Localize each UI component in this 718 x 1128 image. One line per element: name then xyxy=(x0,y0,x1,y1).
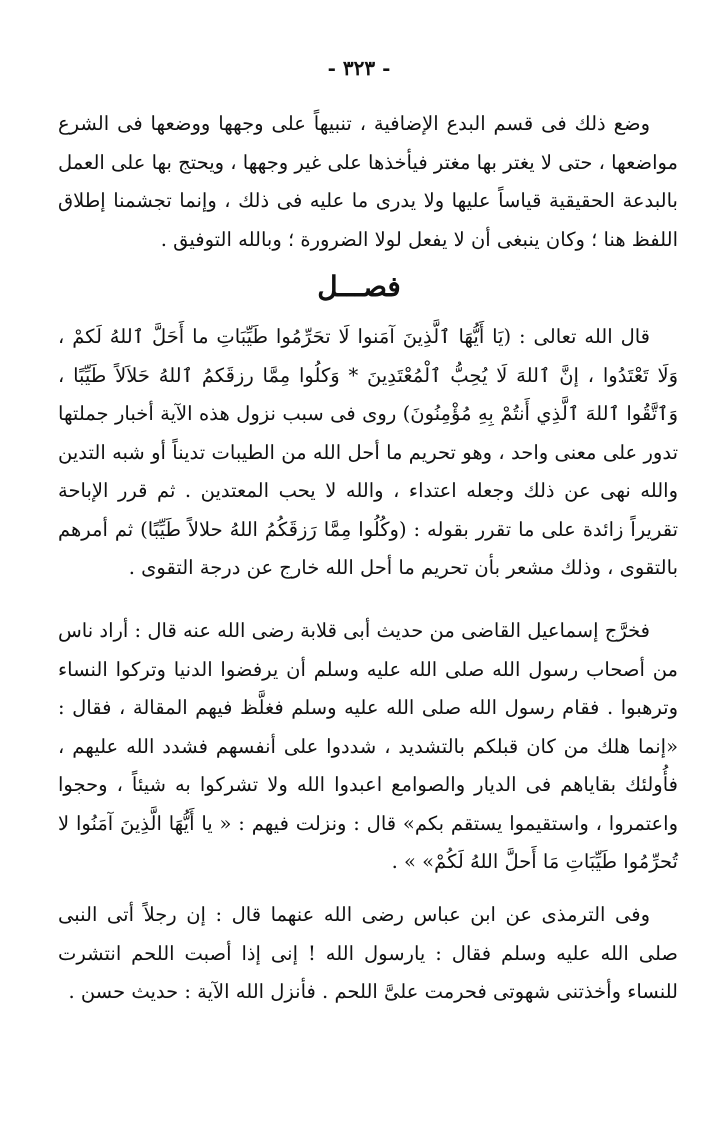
paragraph: قال الله تعالى : (يَا أَيُّهَا ٱلَّذِينَ آمَنوا لَا تحَرِّمُوا طَيِّبَاتِ ما أَحَلَّ ٱللهُ لَكمْ ، وَلَا تَعْتَدُوا ، إنَّ ٱللهَ لَا يُحِبُّ ٱلْمُعْتَدِينَ * وَكلُوا مِمَّا رزقَكمُ ٱللهُ حَلاَلاً طَيِّبًا ، وَٱتَّقُوا ٱللهَ ٱلَّذِي أَنتُمْ بِهِ مُؤْمِنُونَ) روى فى سبب نزول هذه الآية أخبار جملتها تدور على معنى واحد ، وهو تحريم ما أحل الله من الطيبات تديناً أو شبه التدين والله نهى عن ذلك وجعله اعتداء ، والله لا يحب المعتدين . ثم قرر الإباحة تقريراً زائدة على ما تقرر بقوله : (وكُلُوا مِمَّا رَزقَكُمُ اللهُ حلالاً طَيِّبًا) ثم أمرهم بالتقوى ، وذلك مشعر بأن تحريم ما أحل الله خارج عن درجة التقوى . xyxy=(58,325,678,579)
page-number: - ٣٢٣ - xyxy=(327,56,391,80)
section-paragraph-block-1 xyxy=(58,318,678,588)
paragraph: وضع ذلك فى قسم البدع الإضافية ، تنبيهاً على وجهها ووضعها فى الشرع مواضعها ، حتى لا يغتر بها مغتر فيأخذها على غير وجهها ، ويحتج بها على العمل بالبدعة الحقيقية قياساً عليها ولا يدرى ما عليه فى ذلك ، وإنما تجشمنا إطلاق اللفظ هنا ؛ وكان ينبغى أن لا يفعل لولا الضرورة ؛ وبالله التوفيق . xyxy=(58,112,678,251)
paragraph: فخرَّج إسماعيل القاضى من حديث أبى قلابة رضى الله عنه قال : أراد ناس من أصحاب رسول الله صلى الله عليه وسلم أن يرفضوا الدنيا وتركوا النساء وترهبوا . فقام رسول الله صلى الله عليه وسلم فغلَّظ فيهم المقالة ، فقال : «إنما هلك من كان قبلكم بالتشديد ، شددوا على أنفسهم فشدد الله عليهم ، فأُولئك بقاياهم فى الديار والصوامع اعبدوا الله ولا تشركوا به شيئاً ، وحجوا واعتمروا ، واستقيموا يستقم بكم» قال : ونزلت فيهم : « يا أَيُّهَا الَّذِينَ آمَنُوا لا تُحرِّمُوا طَيِّبَاتِ مَا أَحلَّ اللهُ لَكُمْ» » . xyxy=(58,619,678,873)
section-paragraph-block-2 xyxy=(58,612,678,882)
paragraph: وفى الترمذى عن ابن عباس رضى الله عنهما قال : إن رجلاً أتى النبى صلى الله عليه وسلم فقال : يارسول الله ! إنى إذا أصبت اللحم انتشرت للنساء وأخذتنى شهوتى فحرمت علىَّ اللحم . فأنزل الله الآية : حديث حسن . xyxy=(58,903,678,1003)
intro-paragraph-block xyxy=(58,105,678,259)
section-paragraph-block-3 xyxy=(58,896,678,1012)
section-heading: فصـــل xyxy=(317,270,401,303)
